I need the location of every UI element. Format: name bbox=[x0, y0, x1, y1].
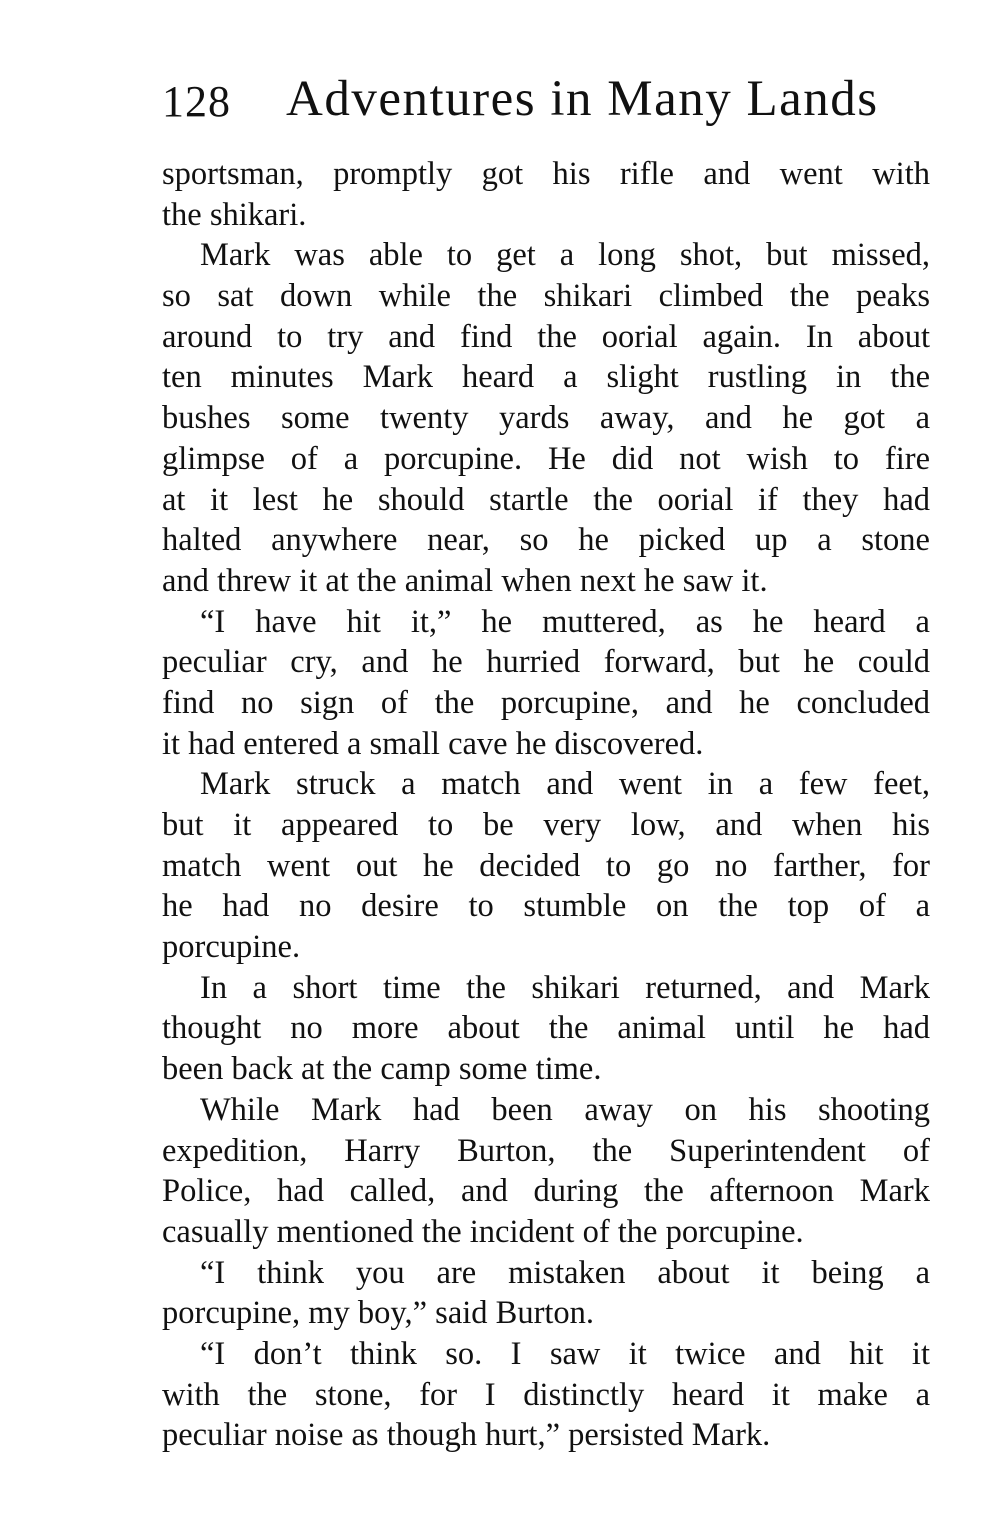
page-header bbox=[162, 70, 930, 154]
body-text bbox=[162, 154, 930, 1456]
text-line: with the stone, for I distinctly heard it make a bbox=[162, 1376, 930, 1413]
text-line: and threw it at the animal when next he saw it. bbox=[162, 562, 768, 599]
text-line: around to try and find the oorial again. In about bbox=[162, 318, 930, 355]
text-line: peculiar noise as though hurt,” persisted Mark. bbox=[162, 1417, 771, 1454]
text-line: “I think you are mistaken about it being a bbox=[200, 1254, 930, 1291]
paragraph bbox=[162, 1090, 930, 1253]
book-page bbox=[162, 70, 930, 1456]
paragraph bbox=[162, 764, 930, 967]
text-line: been back at the camp some time. bbox=[162, 1051, 602, 1088]
text-line: so sat down while the shikari climbed the peaks bbox=[162, 278, 930, 315]
page-number: 128 bbox=[162, 77, 231, 126]
text-line: ten minutes Mark heard a slight rustling in the bbox=[162, 359, 930, 396]
text-line: find no sign of the porcupine, and he concluded bbox=[162, 684, 930, 721]
paragraph bbox=[162, 235, 930, 601]
paragraph bbox=[162, 1334, 930, 1456]
text-line: porcupine. bbox=[162, 929, 301, 966]
paragraph bbox=[162, 154, 930, 235]
text-line: Mark was able to get a long shot, but missed, bbox=[200, 237, 930, 274]
text-line: peculiar cry, and he hurried forward, but he could bbox=[162, 644, 930, 681]
text-line: “I have hit it,” he muttered, as he heard a bbox=[200, 603, 930, 640]
text-line: halted anywhere near, so he picked up a stone bbox=[162, 522, 930, 559]
text-line: bushes some twenty yards away, and he got a bbox=[162, 400, 930, 437]
paragraph bbox=[162, 602, 930, 765]
text-line: Mark struck a match and went in a few feet, bbox=[200, 766, 930, 803]
text-line: it had entered a small cave he discovered. bbox=[162, 725, 704, 762]
text-line: porcupine, my boy,” said Burton. bbox=[162, 1295, 595, 1332]
text-line: match went out he decided to go no farther, for bbox=[162, 847, 930, 884]
text-line: but it appeared to be very low, and when his bbox=[162, 807, 930, 843]
text-line: thought no more about the animal until he had bbox=[162, 1010, 930, 1047]
text-line: sportsman, promptly got his rifle and went with bbox=[162, 156, 930, 192]
text-line: the shikari. bbox=[162, 196, 307, 233]
text-line: glimpse of a porcupine. He did not wish to fire bbox=[162, 440, 930, 477]
text-line: While Mark had been away on his shooting bbox=[200, 1091, 930, 1128]
text-line: casually mentioned the incident of the porcupine. bbox=[162, 1213, 804, 1250]
paragraph bbox=[162, 968, 930, 1090]
text-line: “I don’t think so. I saw it twice and hit it bbox=[200, 1335, 930, 1372]
text-line: he had no desire to stumble on the top of a bbox=[162, 888, 930, 925]
text-line: at it lest he should startle the oorial if they had bbox=[162, 481, 930, 518]
paragraph bbox=[162, 1253, 930, 1334]
text-line: expedition, Harry Burton, the Superintendent of bbox=[162, 1132, 930, 1169]
text-line: In a short time the shikari returned, and Mark bbox=[200, 969, 930, 1006]
text-line: Police, had called, and during the afternoon Mark bbox=[162, 1173, 930, 1210]
running-title: Adventures in Many Lands bbox=[286, 71, 879, 127]
